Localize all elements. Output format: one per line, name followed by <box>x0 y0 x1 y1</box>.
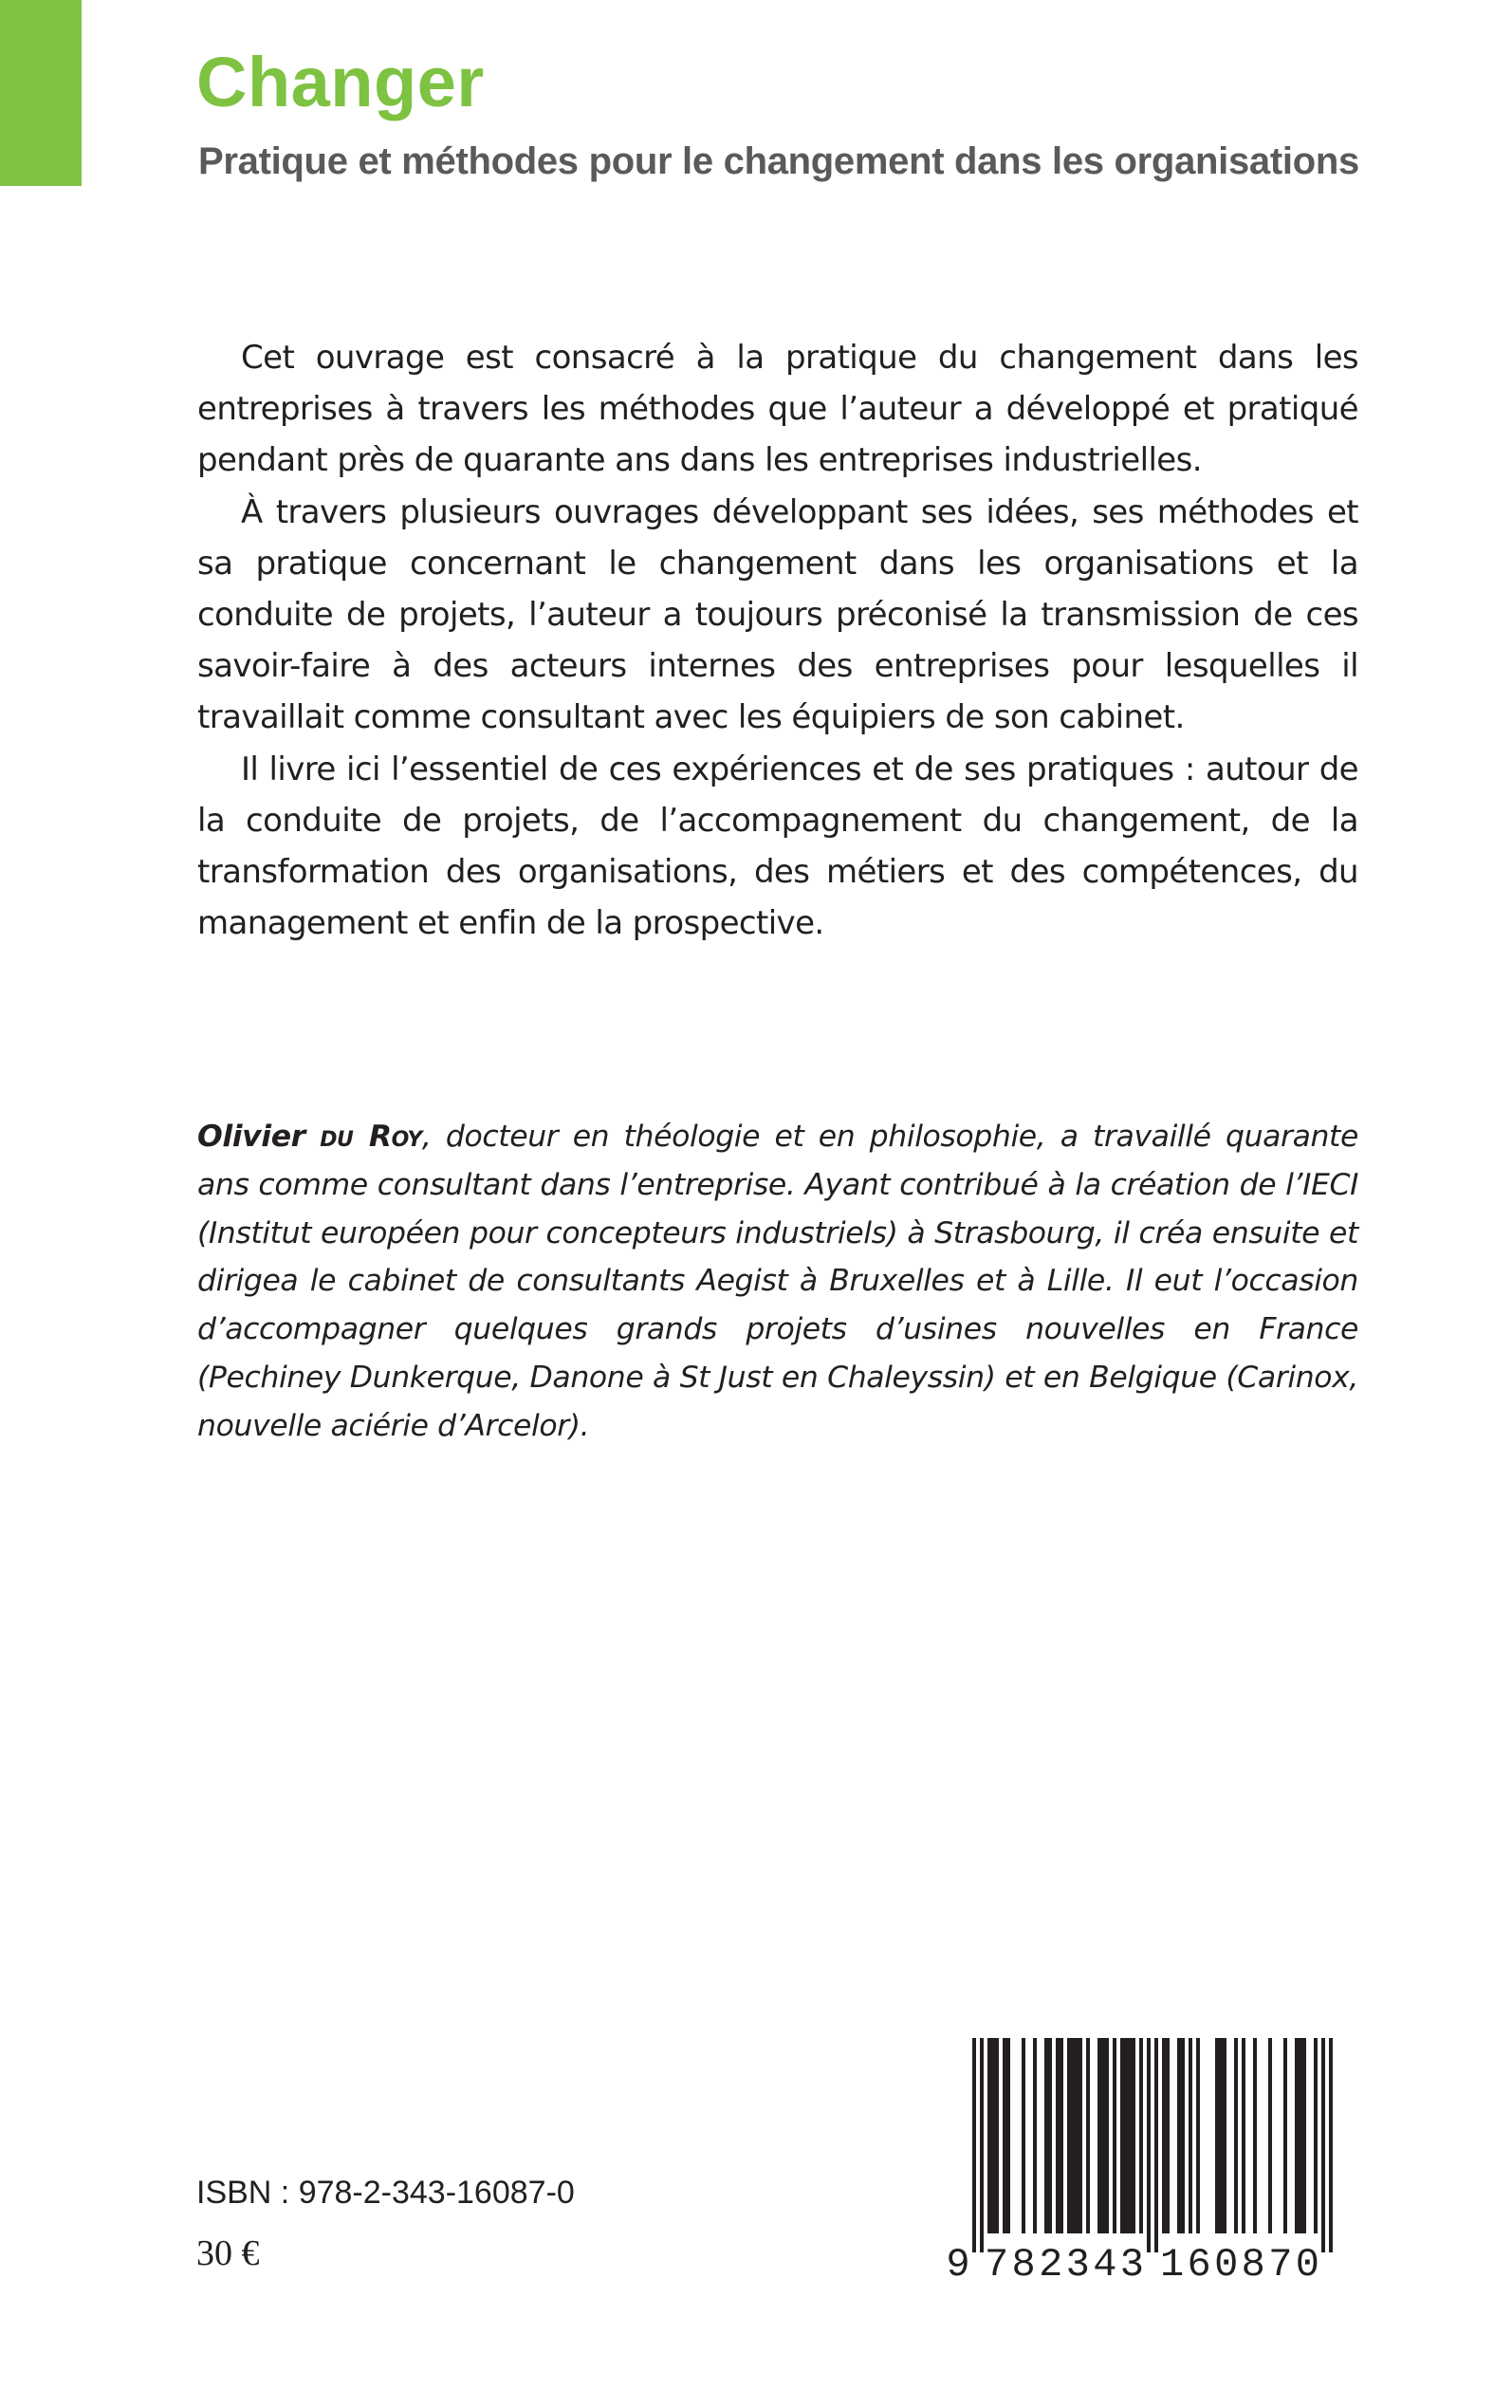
barcode-bar <box>1033 2038 1037 2233</box>
barcode-bar <box>1120 2038 1135 2233</box>
isbn-label: ISBN : 978-2-343-16087-0 <box>196 2175 575 2211</box>
barcode-bar <box>1139 2038 1143 2233</box>
barcode-right-digits: 160870 <box>1160 2242 1319 2288</box>
barcode-bar <box>1215 2038 1226 2233</box>
barcode-bar <box>1242 2038 1245 2233</box>
barcode-bar <box>972 2038 976 2252</box>
barcode-bar <box>1044 2038 1052 2233</box>
barcode-bar <box>1189 2038 1192 2233</box>
barcode-bar <box>1154 2038 1158 2252</box>
barcode-bar <box>1022 2038 1025 2233</box>
green-accent-bar <box>0 0 82 186</box>
barcode-bar <box>1268 2038 1272 2233</box>
barcode-bars <box>972 2038 1333 2252</box>
description-paragraph: À travers plusieurs ouvrages développant ses idées, ses méthodes et sa pratique concernant le changement dans les organisations et la conduite de projets, l’auteur a toujours préconisé la transmission de ces savoir-faire à des acteurs internes des entreprises pour lesquelles il travaillait comme consultant avec les équipiers de son cabinet. <box>197 492 1358 737</box>
barcode-bar <box>1056 2038 1063 2233</box>
barcode-bar <box>1253 2038 1257 2233</box>
barcode-bar <box>1067 2038 1082 2233</box>
barcode-bar <box>1329 2038 1333 2252</box>
barcode-bar <box>987 2038 999 2233</box>
barcode-left-digits: 782343 <box>985 2242 1144 2288</box>
author-last-name: du Roy <box>320 1120 422 1154</box>
barcode-bar <box>1283 2038 1287 2233</box>
barcode-bar <box>1177 2038 1185 2233</box>
author-first-name: Olivier <box>197 1120 305 1154</box>
barcode-bar <box>1162 2038 1170 2233</box>
barcode-bar <box>1234 2038 1238 2233</box>
description-paragraph: Cet ouvrage est consacré à la pratique du changement dans les entreprises à travers les méthodes que l’auteur a développé et pratiqué pendant près de quarante ans dans les entreprises industrielles. <box>197 339 1358 480</box>
barcode-bar <box>1314 2038 1318 2233</box>
barcode-bar <box>1086 2038 1090 2233</box>
barcode-bar <box>980 2038 984 2252</box>
price-label: 30 € <box>196 2233 260 2273</box>
book-title: Changer <box>196 43 485 121</box>
barcode-bar <box>1196 2038 1200 2233</box>
barcode-bar <box>1097 2038 1109 2233</box>
book-subtitle: Pratique et méthodes pour le changement dans les organisations <box>198 140 1359 182</box>
author-bio-text: , docteur en théologie et en philosophie, a travaillé quarante ans comme consultant dans l’entreprise. Ayant contribué à la création de l’IECI (Institut européen pour concepteurs industriels) à Strasbourg, il créa ensuite et dirigea le cabinet de consultants Aegist à Bruxelles et à Lille. Il eut l’occasion d’accompagner quelques grands projets d’usines nouvelles en France (Pechiney Dunkerque, Danone à St Just en Chaleyssin) et en Belgique (Carinox, nouvelle aciérie d’Arcelor). <box>197 1120 1358 1443</box>
barcode <box>946 2038 1346 2288</box>
barcode-bar <box>1321 2038 1325 2252</box>
barcode-bar <box>1003 2038 1010 2233</box>
barcode-lead-digit: 9 <box>946 2242 970 2288</box>
description-paragraph: Il livre ici l’essentiel de ces expériences et de ses pratiques : autour de la conduite de projets, de l’accompagnement du changement, de la transformation des organisations, des métiers et des compétences, du management et enfin de la prospective. <box>197 750 1358 943</box>
barcode-bar <box>1147 2038 1151 2252</box>
author-biography <box>197 1113 1358 1451</box>
book-description <box>197 332 1358 949</box>
barcode-bar <box>1113 2038 1116 2233</box>
barcode-bar <box>1295 2038 1306 2233</box>
